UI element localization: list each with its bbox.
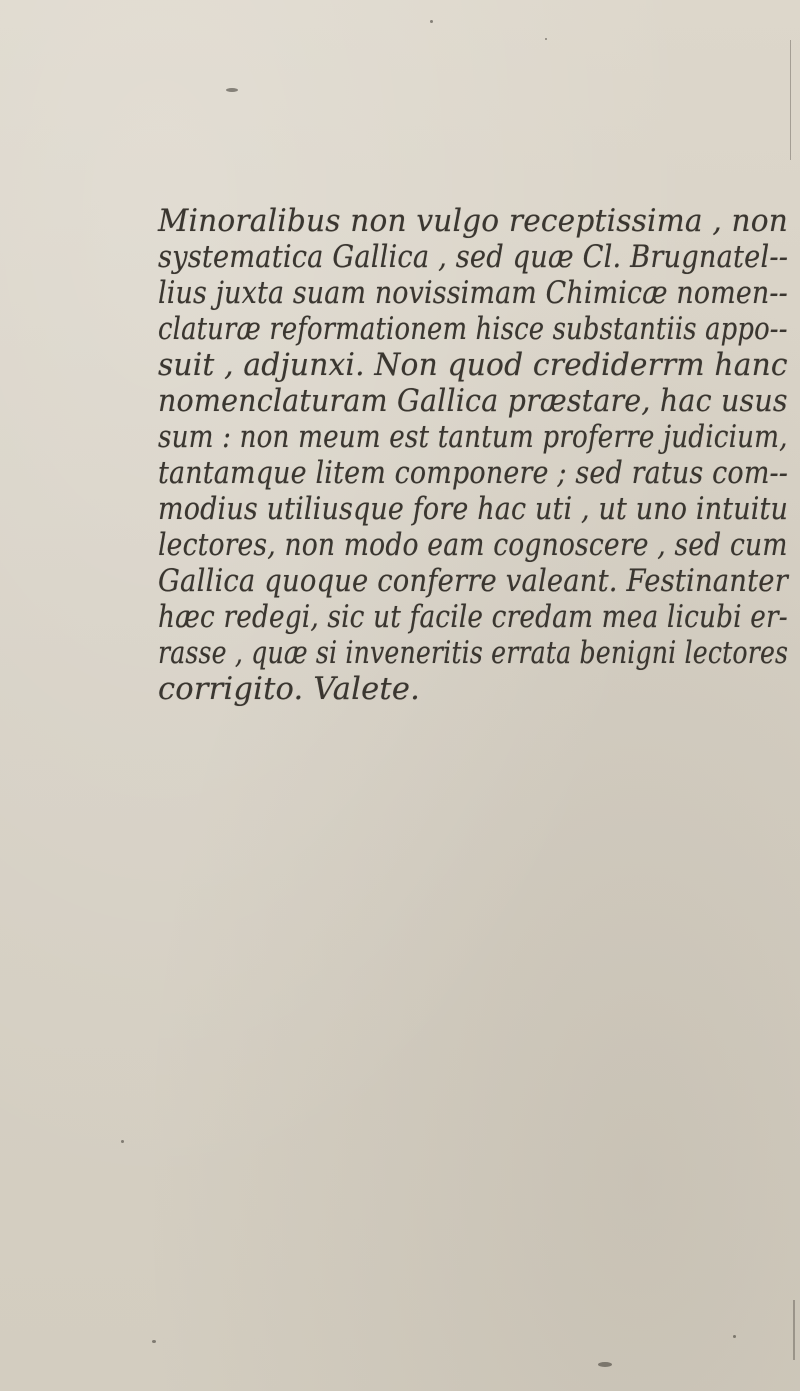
latin-paragraph — [158, 203, 798, 707]
text-line-12: hæc redegi, sic ut facile credam mea licubi er- — [158, 599, 788, 635]
ink-speck — [545, 38, 547, 40]
ink-speck — [430, 20, 433, 23]
page-crease — [790, 40, 791, 160]
text-line-4: claturæ reformationem hisce substantiis appo-- — [158, 311, 788, 347]
text-line-5: suit , adjunxi. Non quod crediderrm hanc — [158, 347, 788, 383]
ink-speck — [598, 1362, 612, 1367]
ink-speck — [733, 1335, 736, 1338]
page-crease — [793, 1300, 795, 1360]
text-line-7: sum : non meum est tantum proferre judicium, — [158, 419, 788, 455]
text-line-9: modius utiliusque fore hac uti , ut uno intuitu — [158, 491, 789, 527]
ink-speck — [226, 88, 238, 92]
text-line-6: nomenclaturam Gallica præstare, hac usus — [158, 383, 788, 419]
text-line-14: corrigito. Valete. — [158, 671, 421, 707]
ink-speck — [152, 1340, 156, 1343]
ink-speck — [121, 1140, 124, 1143]
text-line-11: Gallica quoque conferre valeant. Festinanter — [158, 563, 788, 599]
text-line-13: rasse , quæ si inveneritis errata benigni lectores — [158, 635, 789, 671]
text-line-3: lius juxta suam novissimam Chimicæ nomen-- — [158, 275, 788, 311]
text-line-8: tantamque litem componere ; sed ratus com-- — [158, 455, 789, 491]
text-line-10: lectores, non modo eam cognoscere , sed cum — [158, 527, 788, 563]
text-line-2: systematica Gallica , sed quæ Cl. Brugnatel-- — [158, 239, 789, 275]
text-line-1: Minoralibus non vulgo receptissima , non — [158, 203, 789, 239]
